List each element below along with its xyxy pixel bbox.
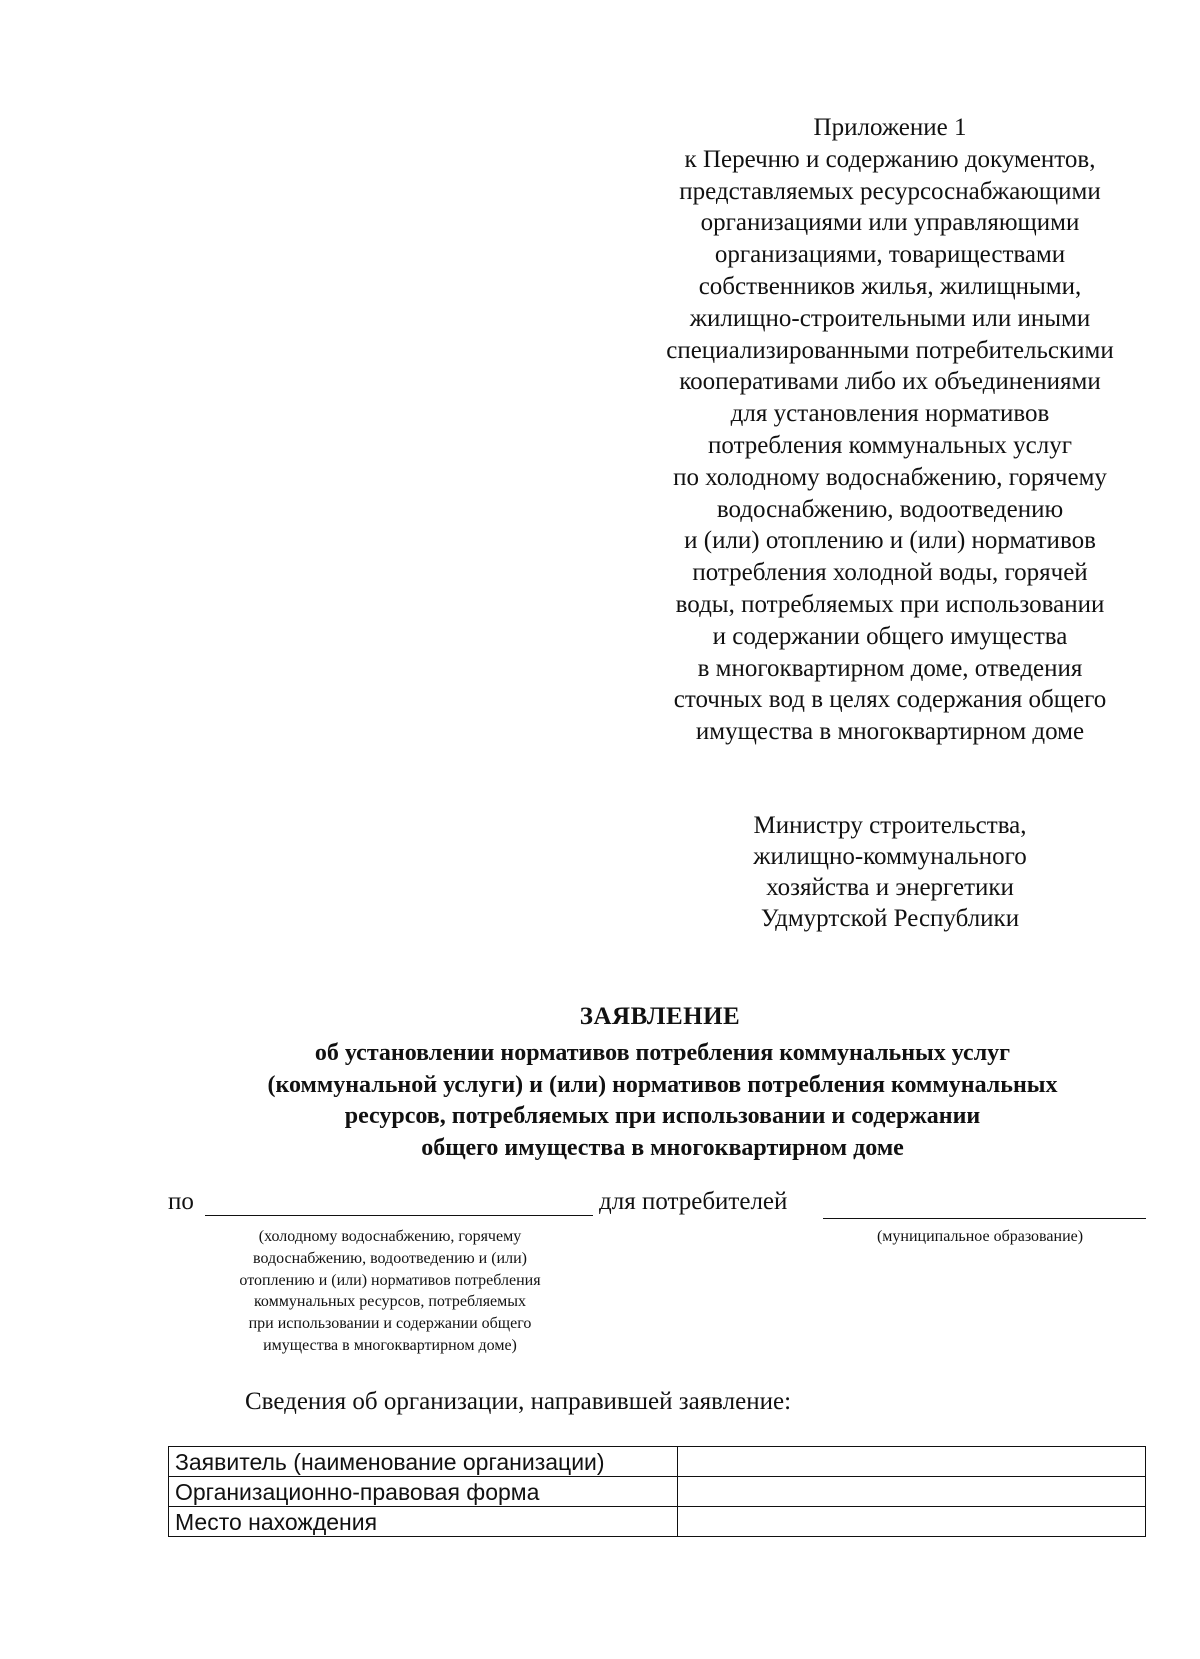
service-prefix: по [168, 1188, 194, 1215]
row-label-legal-form: Организационно-правовая форма [169, 1477, 678, 1507]
appendix-line: организациями, товариществами [714, 241, 1066, 269]
table-row [169, 1447, 1146, 1477]
row-value-location[interactable] [678, 1507, 1146, 1537]
caption-line: (холодному водоснабжению, горячему [258, 1228, 522, 1245]
caption-line: имущества в многоквартирном доме) [263, 1336, 517, 1354]
addressee-block [700, 810, 1080, 934]
service-type-caption [190, 1226, 590, 1357]
addressee-line: хозяйства и энергетики [766, 874, 1014, 901]
appendix-line: водоснабжению, водоотведению [716, 495, 1064, 523]
row-value-applicant[interactable] [678, 1447, 1146, 1477]
organization-heading: Сведения об организации, направившей заявление: [245, 1388, 792, 1415]
appendix-line: кооперативами либо их объединениями [679, 368, 1101, 396]
row-label-applicant: Заявитель (наименование организации) [169, 1447, 678, 1477]
service-type-blank[interactable] [205, 1215, 593, 1216]
appendix-line: к Перечню и содержанию документов, [684, 145, 1096, 173]
appendix-header [620, 112, 1160, 748]
municipality-blank[interactable] [823, 1218, 1146, 1219]
appendix-line: для установления нормативов [730, 400, 1050, 428]
caption-line: отоплению и (или) нормативов потребления [239, 1271, 541, 1289]
appendix-line: Приложение 1 [813, 114, 967, 141]
caption-line: при использовании и содержании общего [248, 1315, 532, 1333]
subtitle-line: общего имущества в многоквартирном доме [421, 1134, 904, 1161]
row-value-legal-form[interactable] [678, 1477, 1146, 1507]
consumers-label: для потребителей [599, 1188, 788, 1215]
organization-table [168, 1446, 1146, 1537]
caption-line: водоснабжению, водоотведению и (или) [253, 1249, 527, 1267]
table-row [169, 1477, 1146, 1507]
subtitle-line: ресурсов, потребляемых при использовании и содержании [344, 1103, 981, 1129]
appendix-line: и (или) отоплению и (или) нормативов [684, 527, 1096, 555]
addressee-line: жилищно-коммунального [753, 843, 1027, 870]
addressee-line: Удмуртской Республики [760, 905, 1020, 932]
caption-line: коммунальных ресурсов, потребляемых [253, 1293, 527, 1311]
appendix-line: организациями или управляющими [700, 209, 1080, 237]
appendix-line: потребления холодной воды, горячей [692, 559, 1088, 587]
document-subtitle [170, 1038, 1155, 1164]
table-row [169, 1507, 1146, 1537]
appendix-line: в многоквартирном доме, отведения [697, 654, 1083, 682]
appendix-line: воды, потребляемых при использовании [675, 590, 1105, 618]
appendix-line: по холодному водоснабжению, горячему [673, 463, 1107, 491]
appendix-line: специализированными потребительскими [666, 336, 1114, 364]
subtitle-line: об установлении нормативов потребления коммунальных услуг [314, 1040, 1011, 1066]
municipality-caption: (муниципальное образование) [876, 1228, 1084, 1245]
appendix-line: имущества в многоквартирном доме [695, 718, 1085, 746]
appendix-line: собственников жилья, жилищными, [698, 272, 1082, 300]
appendix-line: и содержании общего имущества [712, 622, 1068, 650]
appendix-line: сточных вод в целях содержания общего [673, 686, 1107, 714]
appendix-line: представляемых ресурсоснабжающими [679, 177, 1101, 205]
addressee-line: Министру строительства, [753, 812, 1027, 839]
appendix-line: потребления коммунальных услуг [708, 431, 1072, 459]
subtitle-line: (коммунальной услуги) и (или) нормативов потребления коммунальных [267, 1071, 1058, 1098]
row-label-location: Место нахождения [169, 1507, 678, 1537]
document-title: ЗАЯВЛЕНИЕ [579, 1003, 741, 1030]
appendix-line: жилищно-строительными или иными [689, 304, 1091, 332]
